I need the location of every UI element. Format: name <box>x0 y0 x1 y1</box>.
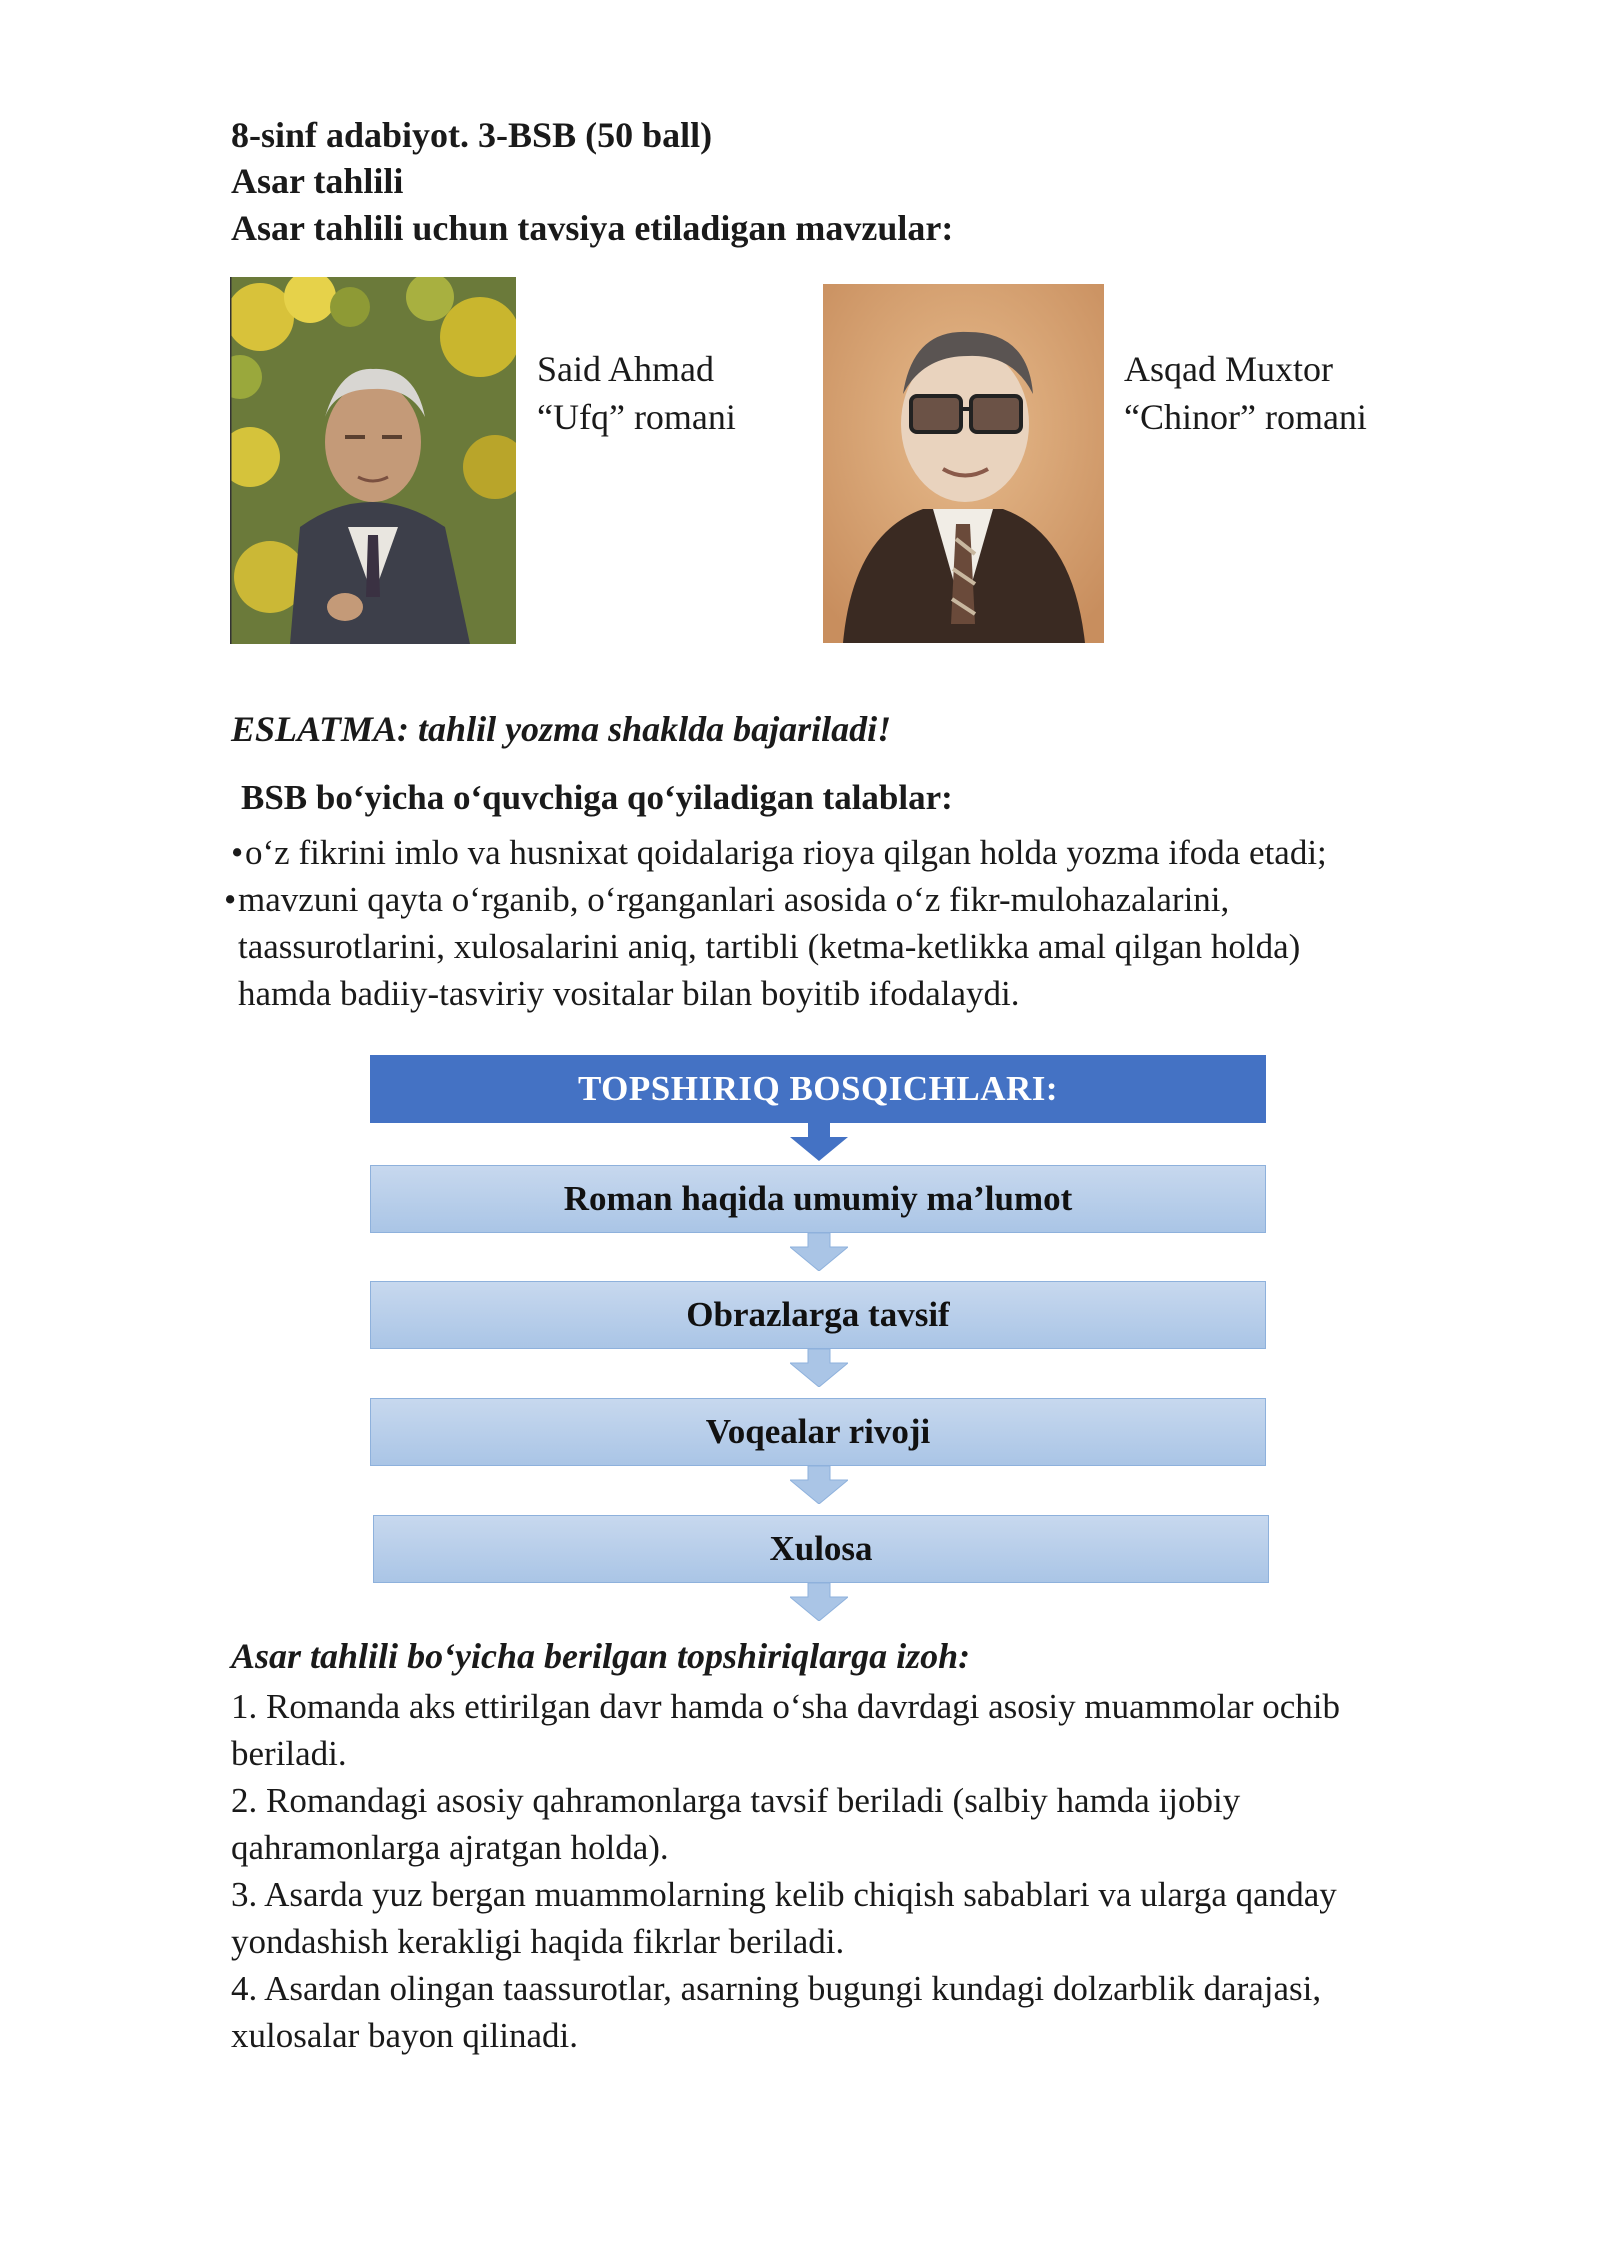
requirement-item: • o‘z fikrini imlo va husnixat qoidalariga rioya qilgan holda yozma ifoda etadi; <box>245 829 1327 876</box>
doc-subtitle: Asar tahlili <box>231 161 404 201</box>
down-arrow-icon <box>790 1123 848 1161</box>
izoh-line: 3. Asarda yuz bergan muammolarning kelib chiqish sabablari va ularga qanday <box>231 1875 1337 1914</box>
requirement-continuation: taassurotlarini, xulosalarini aniq, tartibli (ketma-ketlikka amal qilgan holda) <box>238 927 1301 966</box>
izoh-line: 2. Romandagi asosiy qahramonlarga tavsif beriladi (salbiy hamda ijobiy <box>231 1781 1241 1820</box>
requirement-item: • mavzuni qayta o‘rganib, o‘rganganlari asosida o‘z fikr-mulohazalarini, <box>238 876 1229 923</box>
izoh-line: 4. Asardan olingan taassurotlar, asarning bugungi kundagi dolzarblik darajasi, <box>231 1969 1322 2008</box>
down-arrow-icon <box>790 1466 848 1504</box>
note-text: ESLATMA: tahlil yozma shaklda bajariladi! <box>231 709 892 749</box>
flow-step-4: Xulosa <box>373 1515 1269 1583</box>
izoh-line: 1. Romanda aks ettirilgan davr hamda o‘sha davrdagi asosiy muammolar ochib <box>231 1687 1341 1726</box>
author-2-name: Asqad Muxtor <box>1124 349 1333 389</box>
bullet-icon: • <box>231 833 244 872</box>
requirements-title: BSB bo‘yicha o‘quvchiga qo‘yiladigan talablar: <box>241 778 953 817</box>
asqad-muxtor-photo <box>823 284 1104 643</box>
author-1-name: Said Ahmad <box>537 349 714 389</box>
izoh-line: xulosalar bayon qilinadi. <box>231 2016 579 2055</box>
doc-title: 8-sinf adabiyot. 3-BSB (50 ball) <box>231 115 713 155</box>
flow-step-1: Roman haqida umumiy ma’lumot <box>370 1165 1266 1233</box>
author-2-work: “Chinor” romani <box>1124 397 1367 437</box>
author-1-work: “Ufq” romani <box>537 397 736 437</box>
izoh-line: beriladi. <box>231 1734 347 1773</box>
down-arrow-icon <box>790 1233 848 1271</box>
flow-step-3: Voqealar rivoji <box>370 1398 1266 1466</box>
bullet-icon: • <box>224 880 237 919</box>
izoh-title: Asar tahlili bo‘yicha berilgan topshiriqlarga izoh: <box>231 1636 971 1676</box>
down-arrow-icon <box>790 1583 848 1621</box>
requirement-continuation: hamda badiiy-tasviriy vositalar bilan boyitib ifodalaydi. <box>238 974 1020 1013</box>
izoh-line: qahramonlarga ajratgan holda). <box>231 1828 669 1867</box>
izoh-line: yondashish kerakligi haqida fikrlar beriladi. <box>231 1922 845 1961</box>
topics-heading: Asar tahlili uchun tavsiya etiladigan mavzular: <box>231 208 954 248</box>
down-arrow-icon <box>790 1349 848 1387</box>
flow-step-2: Obrazlarga tavsif <box>370 1281 1266 1349</box>
flow-title: TOPSHIRIQ BOSQICHLARI: <box>370 1055 1266 1123</box>
said-ahmad-photo <box>230 277 516 644</box>
